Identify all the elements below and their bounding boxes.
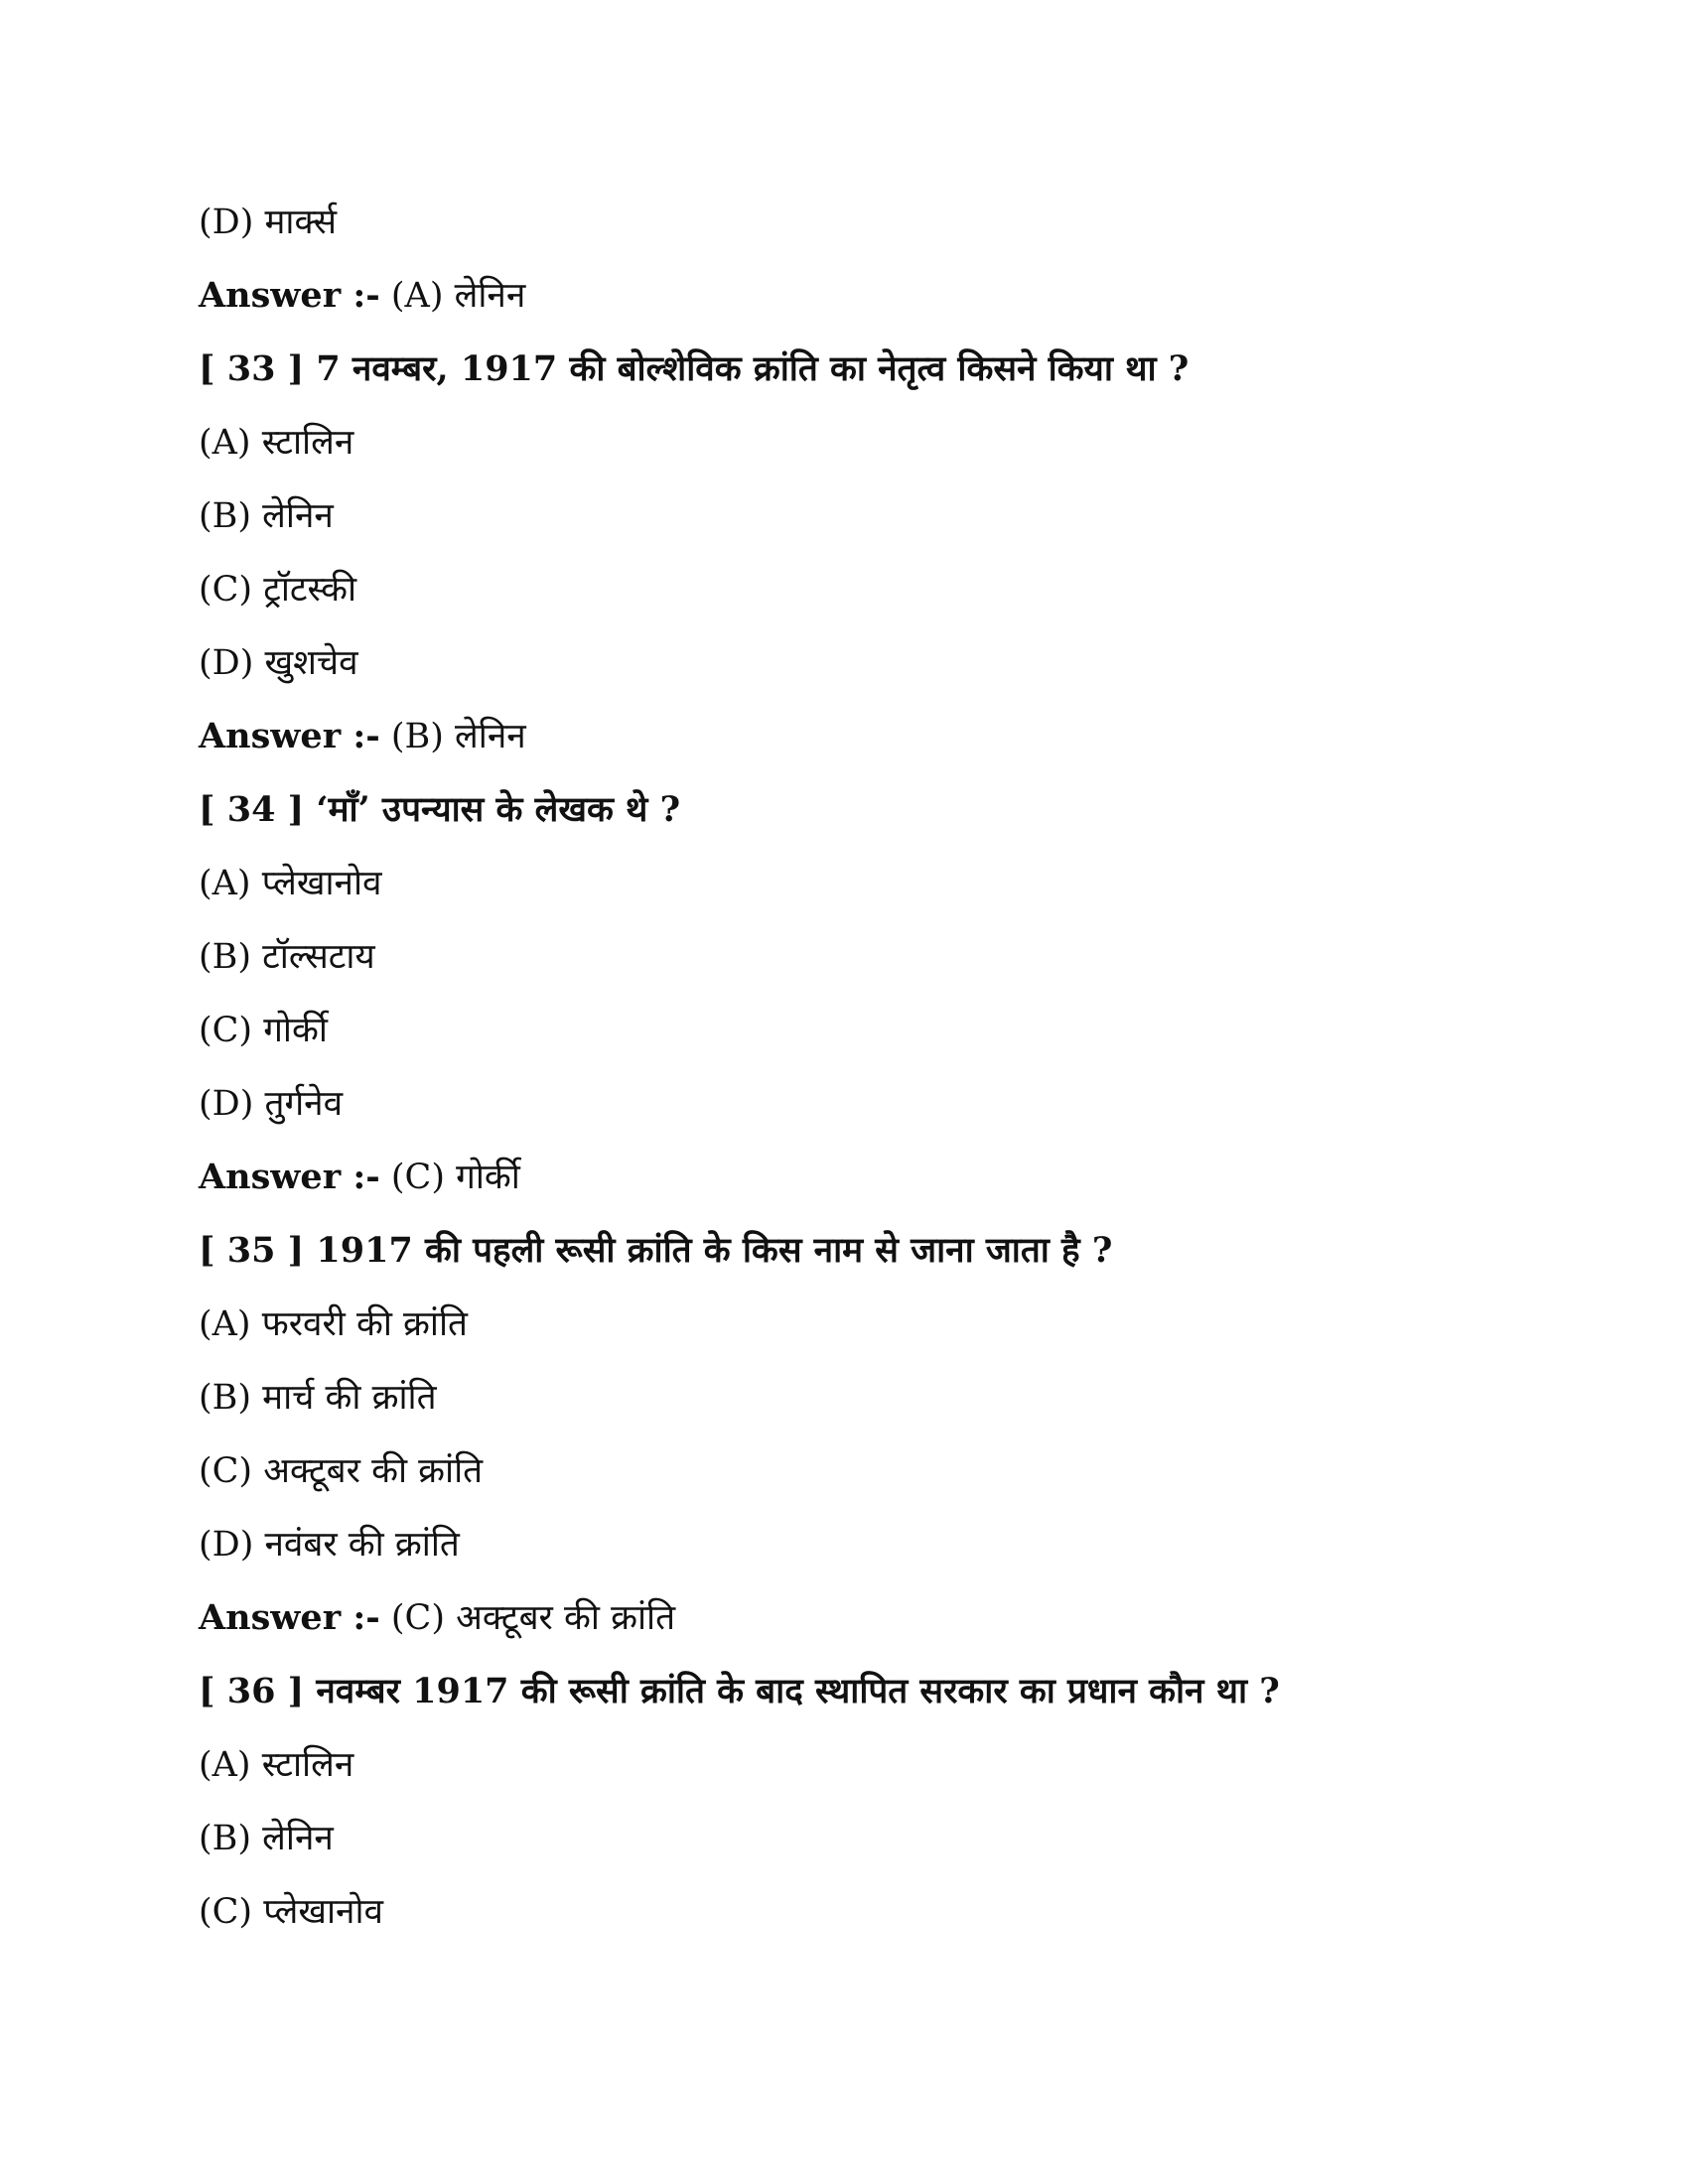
option-text: (A) फरवरी की क्रांति	[199, 1304, 469, 1344]
answer-line	[199, 1154, 520, 1201]
answer-label: Answer :-	[199, 275, 380, 316]
answer-label: Answer :-	[199, 1157, 380, 1197]
option-text: (C) गोर्की	[199, 1011, 328, 1050]
question-text: [ 36 ] नवम्बर 1917 की रूसी क्रांति के बाद स्थापित सरकार का प्रधान कौन था ?	[199, 1671, 1280, 1711]
answer-line	[199, 1594, 675, 1642]
option-line	[199, 1447, 483, 1495]
question-text: [ 34 ] ‘माँ’ उपन्यास के लेखक थे ?	[199, 789, 681, 830]
option-line	[199, 566, 356, 614]
question-33	[199, 345, 1189, 393]
option-text: (A) स्टालिन	[199, 1745, 354, 1785]
option-line	[199, 1815, 334, 1862]
option-line	[199, 1007, 328, 1054]
answer-text: (B) लेनिन	[379, 717, 526, 756]
option-text: (C) अक्टूबर की क्रांति	[199, 1451, 484, 1491]
option-text: (A) स्टालिन	[199, 423, 354, 463]
option-line	[199, 492, 334, 540]
option-line	[199, 419, 353, 467]
question-34	[199, 786, 680, 834]
option-line	[199, 639, 358, 687]
option-text: (B) मार्च की क्रांति	[199, 1378, 437, 1418]
option-line	[199, 1888, 383, 1936]
option-text: (B) लेनिन	[199, 496, 334, 536]
option-line	[199, 1300, 468, 1348]
answer-text: (C) गोर्की	[379, 1158, 520, 1197]
option-text: (B) लेनिन	[199, 1819, 334, 1858]
answer-text: (A) लेनिन	[379, 276, 526, 316]
option-line	[199, 1521, 460, 1569]
option-text: (D) खुशचेव	[199, 643, 358, 683]
answer-label: Answer :-	[199, 1597, 380, 1638]
question-35	[199, 1227, 1112, 1275]
option-text: (B) टॉल्सटाय	[199, 937, 375, 977]
option-text: (D) नवंबर की क्रांति	[199, 1525, 460, 1565]
answer-label: Answer :-	[199, 716, 380, 756]
option-text: (C) ट्रॉटस्की	[199, 570, 357, 610]
question-text: [ 33 ] 7 नवम्बर, 1917 की बोल्शेविक क्रांति का नेतृत्व किसने किया था ?	[199, 348, 1190, 389]
option-line	[199, 860, 382, 907]
answer-text: (C) अक्टूबर की क्रांति	[379, 1598, 676, 1638]
answer-line	[199, 713, 526, 760]
option-line	[199, 1080, 343, 1128]
option-text: (D) तुर्गनेव	[199, 1084, 344, 1124]
question-text: [ 35 ] 1917 की पहली रूसी क्रांति के किस नाम से जाना जाता है ?	[199, 1230, 1113, 1271]
option-text: (D) मार्क्स	[199, 203, 338, 242]
answer-line	[199, 272, 525, 320]
option-text: (A) प्लेखानोव	[199, 864, 382, 903]
option-line	[199, 933, 375, 981]
option-line	[199, 1374, 437, 1422]
option-text: (C) प्लेखानोव	[199, 1892, 384, 1932]
question-36	[199, 1668, 1280, 1715]
option-line	[199, 1741, 353, 1789]
option-line	[199, 199, 337, 246]
